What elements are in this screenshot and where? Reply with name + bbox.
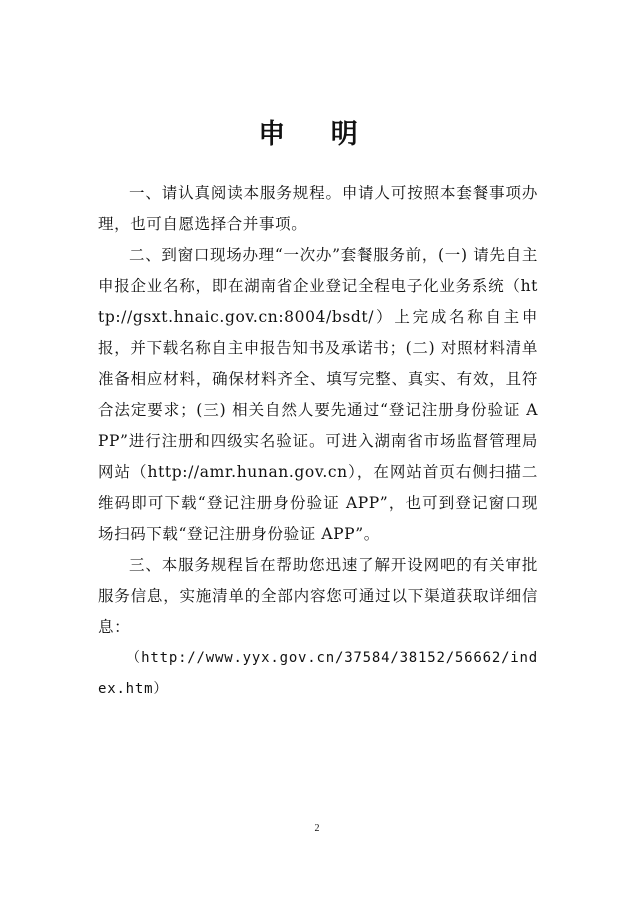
paragraph-1: 一、请认真阅读本服务规程。申请人可按照本套餐事项办理，也可自愿选择合并事项。 bbox=[98, 184, 538, 233]
page-title: 申 明 bbox=[258, 119, 376, 150]
page-number: 2 bbox=[314, 823, 320, 834]
paragraph-2: 二、到窗口现场办理“一次办”套餐服务前，(一) 请先自主申报企业名称，即在湖南省企业登记全程电子化业务系统（http://gsxt.hnaic.gov.cn:8004/bsdt/）上完成名称自主申报，并下载名称自主申报告知书及承诺书；(二) 对照材料清单准备相应材料，确保材料齐全、填写完整、真实、有效，且符合法定要求；(三) 相关自然人要先通过“登记注册身份验证 APP”进行注册和四级实名验证。可进入湖南省市场监督管理局网站（http://amr.hunan.gov.cn），在网站首页右侧扫描二维码即可下载“登记注册身份验证 APP”，也可到登记窗口现场扫码下载“登记注册身份验证 APP”。 bbox=[98, 246, 538, 543]
info-link[interactable]: （http://www.yyx.gov.cn/37584/38152/56662/index.htm） bbox=[98, 650, 538, 697]
document-body bbox=[98, 178, 538, 705]
paragraph-3: 三、本服务规程旨在帮助您迅速了解开设网吧的有关审批服务信息，实施清单的全部内容您可通过以下渠道获取详细信息： bbox=[98, 556, 538, 636]
